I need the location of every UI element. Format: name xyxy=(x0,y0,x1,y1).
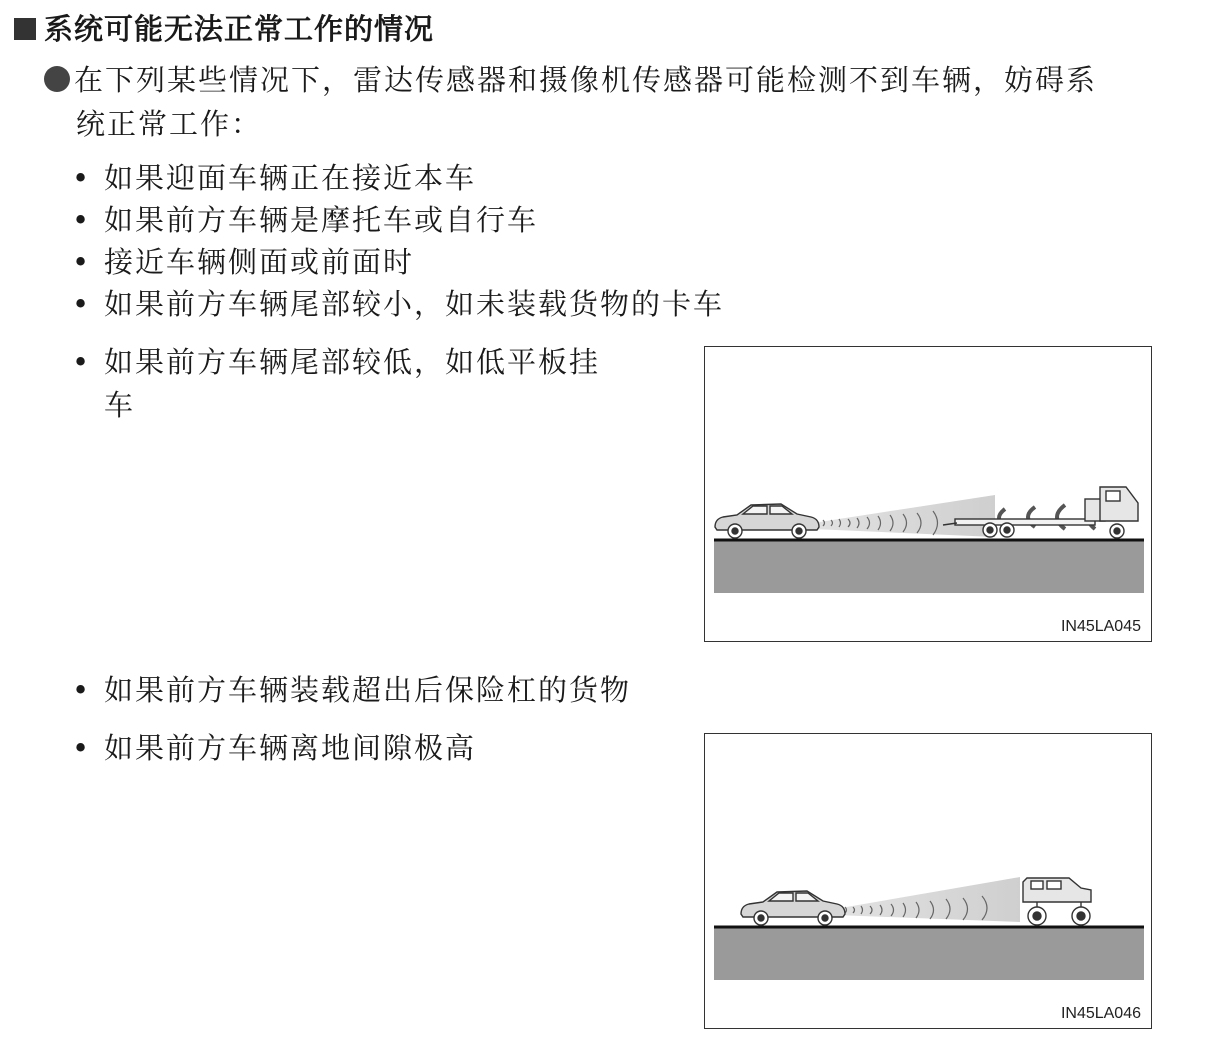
figure-low-trailer xyxy=(704,346,1152,642)
road-surface xyxy=(714,928,1144,980)
figure-code: IN45LA045 xyxy=(1060,618,1141,635)
low-trailer-illustration xyxy=(705,347,1153,643)
car-icon xyxy=(715,504,819,538)
car-icon xyxy=(741,891,845,925)
section-heading-text: 系统可能无法正常工作的情况 xyxy=(44,12,435,46)
list-item-text: 如果前方车辆是摩托车或自行车 xyxy=(104,203,539,237)
list-item-text: 如果前方车辆尾部较小，如未装载货物的卡车 xyxy=(104,287,725,321)
list-item-text-continued: 车 xyxy=(104,388,136,422)
high-clearance-vehicle-icon xyxy=(1023,878,1091,925)
list-item xyxy=(72,669,631,712)
list-item xyxy=(72,283,724,326)
list-item-text: 如果前方车辆尾部较低，如低平板挂 xyxy=(104,345,601,379)
road-surface xyxy=(714,541,1144,593)
high-clearance-illustration xyxy=(705,734,1153,1030)
radar-beam xyxy=(835,877,1020,922)
list-item-text: 如果前方车辆装载超出后保险杠的货物 xyxy=(104,673,632,707)
intro-line-1: 在下列某些情况下，雷达传感器和摄像机传感器可能检测不到车辆，妨碍系 xyxy=(74,63,1098,97)
bullet-mark: • xyxy=(72,203,92,237)
list-item-text: 接近车辆侧面或前面时 xyxy=(104,245,415,279)
list-item xyxy=(72,341,600,427)
list-item xyxy=(72,727,476,770)
bullet-mark: • xyxy=(72,345,92,379)
bullet-mark: • xyxy=(72,731,92,765)
list-item xyxy=(72,157,476,200)
bullet-mark: • xyxy=(72,673,92,707)
figure-high-clearance xyxy=(704,733,1152,1029)
figure-code: IN45LA046 xyxy=(1060,1005,1141,1022)
bullet-mark: • xyxy=(72,287,92,321)
section-heading xyxy=(14,6,434,52)
list-item xyxy=(72,241,414,284)
list-item-text: 如果前方车辆离地间隙极高 xyxy=(104,731,477,765)
list-item xyxy=(72,199,538,242)
list-item-text: 如果迎面车辆正在接近本车 xyxy=(104,161,477,195)
bullet-mark: • xyxy=(72,161,92,195)
circle-bullet-icon xyxy=(44,66,70,92)
intro-paragraph xyxy=(44,58,1200,146)
intro-line-2: 统正常工作： xyxy=(76,107,263,141)
truck-icon xyxy=(1085,487,1138,538)
square-bullet-icon xyxy=(14,18,36,40)
bullet-mark: • xyxy=(72,245,92,279)
